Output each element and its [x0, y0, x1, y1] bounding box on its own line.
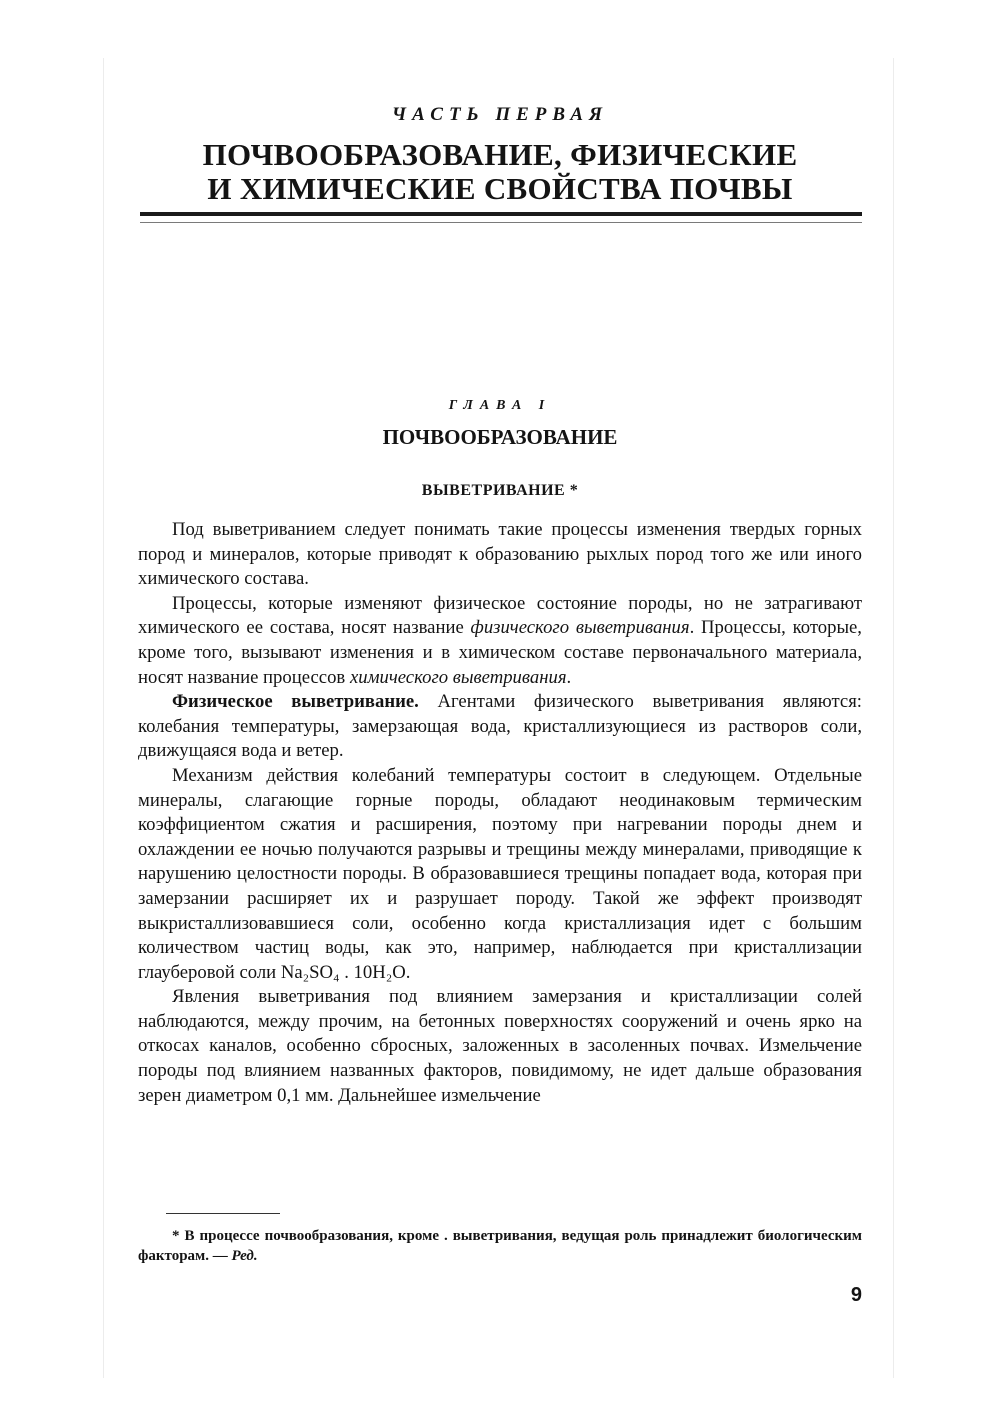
- page-edge-right: [893, 58, 894, 1378]
- part-label: ЧАСТЬ ПЕРВАЯ: [391, 104, 609, 125]
- paragraph-4: [138, 764, 862, 985]
- paragraph-4-text-a: Механизм действия колебаний температуры состоит в следующем. Отдельные минералы, слагающие горные породы, обладают неодинаковым термическим коэффициентом сжатия и расширения, поэтому при нагревании породы днем и охлаждении ее ночью получаются разрывы и трещины между минералами, приводящие к нарушению целостности породы. В образовавшиеся трещины попадает вода, которая при замерзании расширяет их и разрушает породу. Такой же эффект производят выкристаллизовавшиеся соли, особенно когда кристаллизация идет с большим количеством частиц воды, как это, например, наблюдается при кристаллизации глауберовой соли: [138, 764, 862, 983]
- footnote-rule: [166, 1213, 280, 1214]
- paragraph-2-text-a: Процессы, которые изменяют физическое состояние породы, но не затрагивают химического ее состава, носят название: [138, 592, 862, 639]
- paragraph-1: Под выветриванием следует понимать такие процессы изменения твердых горных пород и минералов, которые приводят к образованию рыхлых пород того же или иного химического состава.: [138, 519, 862, 590]
- footnote-source: Ред.: [231, 1248, 258, 1264]
- chemical-formula: Na₂SO₄ . 10H₂O: [280, 961, 406, 983]
- paragraph-3-lead: Физическое выветривание.: [172, 691, 419, 713]
- footnote-paragraph: [138, 1226, 862, 1266]
- title-rule-thick: [140, 212, 862, 216]
- paragraph-3-text: Агентами физического выветривания являются: колебания температуры, замерзающая вода, кристаллизующиеся из растворов соли, движущаяся вода и ветер.: [138, 691, 862, 762]
- part-title: [0, 138, 1000, 206]
- footnote-text: * В процессе почвообразования, кроме . выветривания, ведущая роль принадлежит биологическим факторам. —: [138, 1228, 862, 1264]
- chapter-label: ГЛАВА I: [448, 398, 552, 413]
- paragraph-5: Явления выветривания под влиянием замерзания и кристаллизации солей наблюдаются, между прочим, на бетонных поверхностях сооружений и очень ярко на откосах каналов, особенно сбросных, заложенных в засоленных почвах. Измельчение породы под влиянием названных факторов, повидимому, не идет дальше образования зерен диаметром 0,1 мм. Дальнейшее измельчение: [138, 986, 862, 1106]
- footnote: [138, 1226, 862, 1266]
- part-title-line-1: ПОЧВООБРАЗОВАНИЕ, ФИЗИЧЕСКИЕ: [202, 137, 798, 172]
- paragraph-4-text-b: .: [405, 961, 411, 983]
- title-rule-thin: [140, 222, 862, 223]
- paragraph-3: [138, 690, 862, 764]
- page-number: 9: [850, 1284, 862, 1306]
- term-physical-weathering: физического выветривания: [470, 617, 690, 639]
- body-text: [138, 518, 862, 1108]
- paragraph-2: [138, 592, 862, 690]
- paragraph-2-text-b: . Процессы, которые, кроме того, вызывают изменения и в химическом составе первоначального материала, носят название процессов: [138, 617, 862, 688]
- term-chemical-weathering: химического выветривания: [349, 666, 567, 688]
- chapter-title: ПОЧВООБРАЗОВАНИЕ: [382, 425, 618, 449]
- paragraph-2-text-c: .: [566, 666, 572, 688]
- page-edge-left: [103, 58, 104, 1378]
- part-title-line-2: И ХИМИЧЕСКИЕ СВОЙСТВА ПОЧВЫ: [207, 171, 793, 206]
- section-title: ВЫВЕТРИВАНИЕ *: [421, 482, 579, 499]
